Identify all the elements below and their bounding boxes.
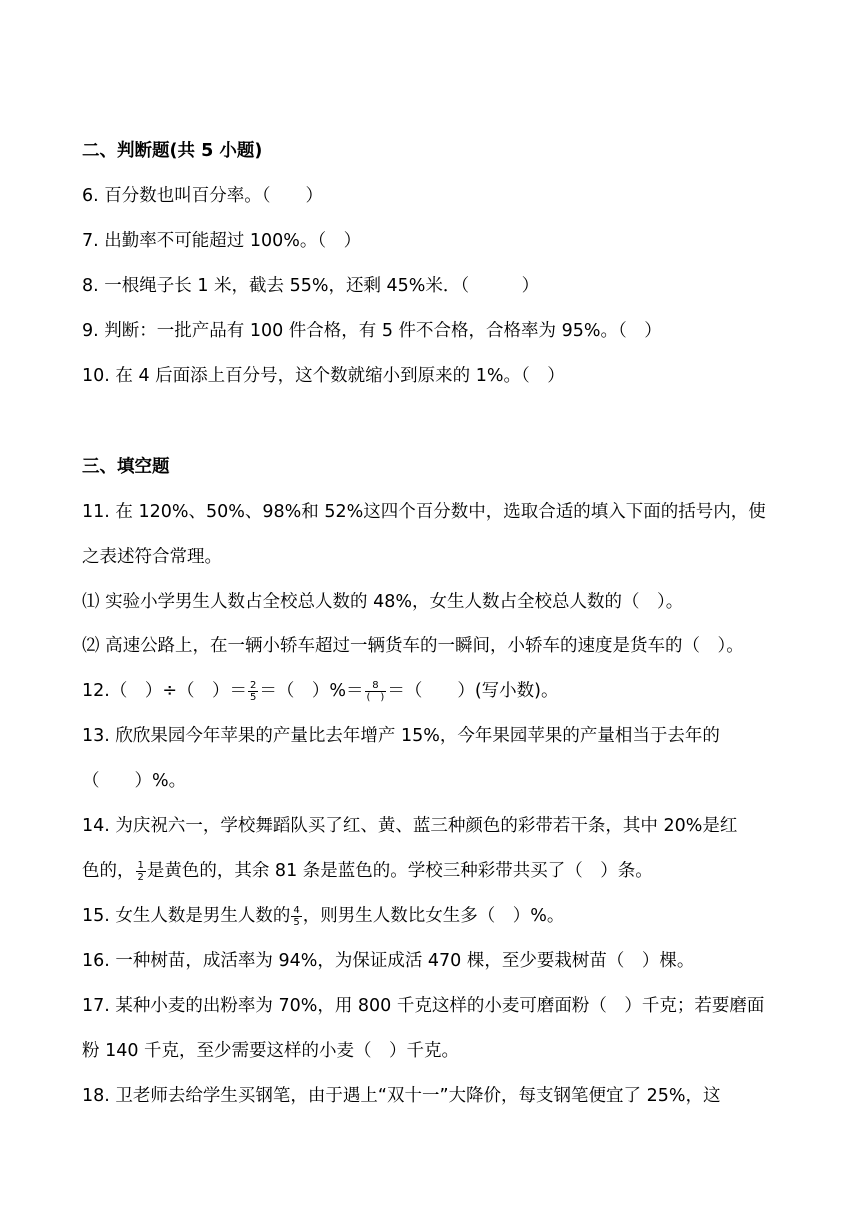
question-7: 7. 出勤率不可能超过 100%。（ ） xyxy=(82,231,362,251)
question-8: 8. 一根绳子长 1 米，截去 55%，还剩 45%米．（ ） xyxy=(82,276,540,296)
section2-heading: 二、判断题(共 5 小题) xyxy=(82,141,263,161)
question-6: 6. 百分数也叫百分率。（ ） xyxy=(82,186,324,206)
question-14-line1: 14. 为庆祝六一，学校舞蹈队买了红、黄、蓝三种颜色的彩带若干条，其中 20%是红 xyxy=(82,816,738,836)
q12-fraction-2 xyxy=(365,680,387,703)
question-11-line1: 11. 在 120%、50%、98%和 52%这四个百分数中，选取合适的填入下面的括号内，使 xyxy=(82,502,766,522)
q12-frac2-numerator: 8 xyxy=(365,680,387,692)
question-17-line1: 17. 某种小麦的出粉率为 70%，用 800 千克这样的小麦可磨面粉（ ）千克；若要磨面 xyxy=(82,996,765,1016)
q14-frac-denominator: 2 xyxy=(137,871,144,883)
q12-mid: ＝（ ）%＝ xyxy=(259,681,364,701)
q12-frac2-denominator: ( ) xyxy=(366,691,385,703)
question-15 xyxy=(82,904,564,928)
q14-suffix: 是黄色的，其余 81 条是蓝色的。学校三种彩带共买了（ ）条。 xyxy=(146,861,653,881)
q12-frac1-denominator: 5 xyxy=(250,691,257,703)
question-10: 10. 在 4 后面添上百分号，这个数就缩小到原来的 1%。（ ） xyxy=(82,366,565,386)
question-11-part1: ⑴ 实验小学男生人数占全校总人数的 48%，女生人数占全校总人数的（ ）。 xyxy=(82,592,684,612)
q14-fraction xyxy=(136,860,146,883)
question-13-line2: （ ）%。 xyxy=(82,771,187,791)
question-9: 9. 判断：一批产品有 100 件合格，有 5 件不合格，合格率为 95%。（ ） xyxy=(82,321,662,341)
q14-prefix: 色的， xyxy=(82,861,135,881)
q12-suffix: ＝（ ）(写小数)。 xyxy=(387,681,559,701)
q14-frac-numerator: 1 xyxy=(137,859,144,871)
question-14-line2 xyxy=(82,859,653,883)
q15-frac-numerator: 4 xyxy=(293,904,300,916)
question-16: 16. 一种树苗，成活率为 94%，为保证成活 470 棵，至少要栽树苗（ ）棵。 xyxy=(82,951,695,971)
section3-heading: 三、填空题 xyxy=(82,457,170,477)
question-18-line1: 18. 卫老师去给学生买钢笔，由于遇上“双十一”大降价，每支钢笔便宜了 25%，这 xyxy=(82,1086,721,1106)
q15-fraction xyxy=(291,905,301,928)
q12-fraction-1 xyxy=(248,680,258,703)
q12-frac1-numerator: 2 xyxy=(250,679,257,691)
q15-suffix: ，则男生人数比女生多（ ）%。 xyxy=(302,906,565,926)
q15-frac-denominator: 5 xyxy=(293,916,300,928)
q12-prefix: 12.（ ）÷（ ）＝ xyxy=(82,681,247,701)
question-12 xyxy=(82,679,558,703)
q15-prefix: 15. 女生人数是男生人数的 xyxy=(82,906,291,926)
question-11-line2: 之表述符合常理。 xyxy=(82,547,222,567)
question-11-part2: ⑵ 高速公路上，在一辆小轿车超过一辆货车的一瞬间，小轿车的速度是货车的（ ）。 xyxy=(82,636,744,656)
question-13-line1: 13. 欣欣果园今年苹果的产量比去年增产 15%，今年果园苹果的产量相当于去年的 xyxy=(82,726,720,746)
question-17-line2: 粉 140 千克，至少需要这样的小麦（ ）千克。 xyxy=(82,1041,460,1061)
